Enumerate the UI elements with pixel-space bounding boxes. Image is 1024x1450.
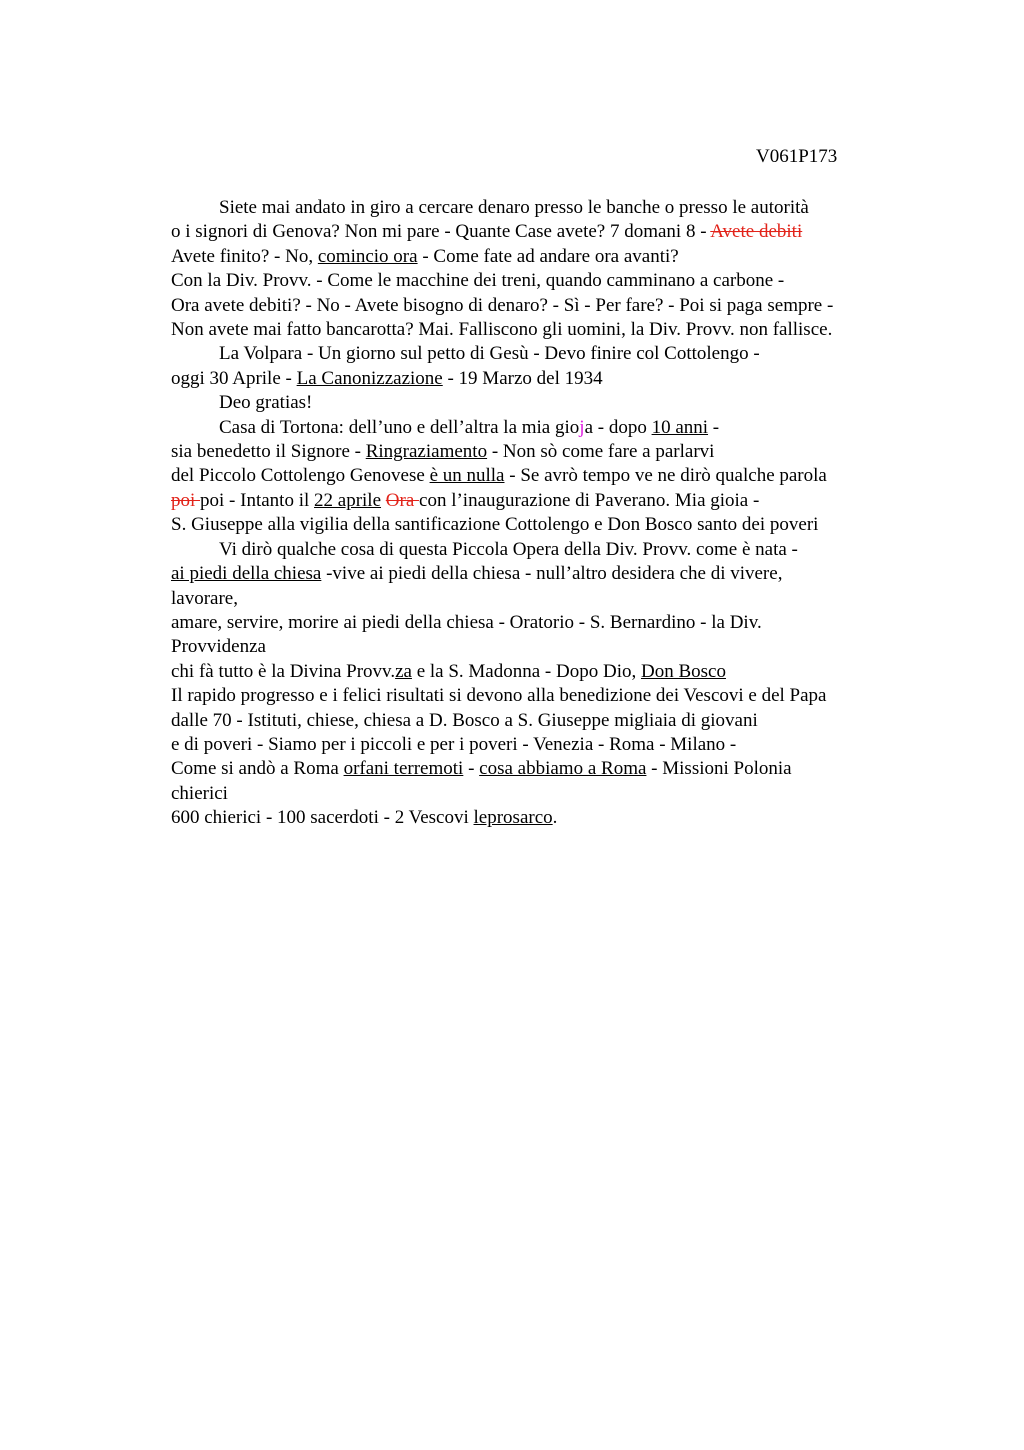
text-line: [171, 538, 901, 562]
text-segment: - Missioni Polonia: [646, 758, 792, 780]
text-segment: S. Giuseppe alla vigilia della santificazione Cottolengo e Don Bosco santo dei poveri: [171, 514, 819, 536]
text-segment: 600 chierici - 100 sacerdoti - 2 Vescovi: [171, 807, 474, 829]
text-line: [171, 660, 901, 684]
text-line: [171, 513, 901, 537]
text-segment: amare, servire, morire ai piedi della chiesa - Oratorio - S. Bernardino - la Div.: [171, 611, 762, 633]
text-segment: Vi dirò qualche cosa di questa Piccola Opera della Div. Provv. come è nata -: [219, 538, 798, 560]
text-segment: -: [708, 416, 720, 438]
text-line: [171, 782, 901, 806]
text-line: [171, 269, 901, 293]
underlined-text: orfani terremoti: [343, 758, 464, 780]
text-segment: chierici: [171, 782, 228, 804]
text-segment: Ora avete debiti? - No - Avete bisogno di denaro? - Sì - Per fare? - Poi si paga sempre -: [171, 294, 834, 316]
underlined-text: comincio ora: [317, 245, 418, 267]
text-segment: Come si andò a Roma: [171, 758, 344, 780]
text-line: [171, 806, 901, 830]
page-id: V061P173: [756, 146, 838, 167]
underlined-text: 10 anni: [651, 416, 709, 438]
underlined-text: Ringraziamento: [365, 441, 488, 463]
text-segment: - Come fate ad andare ora avanti?: [417, 245, 679, 267]
text-segment: chi fà tutto è la Divina Provv.: [171, 660, 396, 682]
text-segment: dalle 70 - Istituti, chiese, chiesa a D. Bosco a S. Giuseppe migliaia di giovani: [171, 709, 758, 731]
underlined-text: Don Bosco: [640, 660, 726, 682]
text-line: [171, 440, 901, 464]
text-segment: sia benedetto il Signore -: [171, 441, 366, 463]
text-line: [171, 562, 901, 586]
text-segment: Il rapido progresso e i felici risultati si devono alla benedizione dei Vescovi e del Papa: [171, 685, 827, 707]
text-line: [171, 757, 901, 781]
text-segment: del Piccolo Cottolengo Genovese: [171, 465, 430, 487]
underlined-text: za: [395, 660, 412, 682]
text-segment: oggi 30 Aprile -: [171, 367, 297, 389]
text-line: [171, 294, 901, 318]
text-segment: poi - Intanto il: [200, 489, 315, 511]
text-segment: Deo gratias!: [219, 392, 313, 414]
text-segment: a - dopo: [584, 416, 652, 438]
text-segment: con l’inaugurazione di Paverano. Mia gioia -: [419, 489, 760, 511]
text-line: [171, 391, 901, 415]
underlined-text: 22 aprile: [314, 489, 382, 511]
text-segment: .: [552, 807, 558, 829]
underlined-text: leprosarco: [473, 807, 553, 829]
underlined-text: cosa abbiamo a Roma: [479, 758, 647, 780]
text-line: [171, 611, 901, 635]
text-segment: lavorare,: [171, 587, 238, 609]
text-segment: - Se avrò tempo ve ne dirò qualche parola: [504, 465, 827, 487]
text-segment: -vive ai piedi della chiesa - null’altro desidera che di vivere,: [321, 563, 783, 585]
text-line: [171, 709, 901, 733]
text-segment: - 19 Marzo del 1934: [442, 367, 603, 389]
underlined-text: La Canonizzazione: [296, 367, 443, 389]
text-segment: Avete finito? - No,: [171, 245, 318, 267]
text-line: [171, 220, 901, 244]
text-segment: La Volpara - Un giorno sul petto di Gesù - Devo finire col Cottolengo -: [219, 343, 760, 365]
underlined-text: è un nulla: [429, 465, 505, 487]
text-segment: Non avete mai fatto bancarotta? Mai. Falliscono gli uomini, la Div. Provv. non fallisce.: [171, 319, 833, 341]
text-segment: -: [463, 758, 480, 780]
text-line: [171, 684, 901, 708]
text-line: [171, 416, 901, 440]
text-segment: e la S. Madonna - Dopo Dio,: [411, 660, 641, 682]
text-segment: o i signori di Genova? Non mi pare - Quante Case avete? 7 domani 8 -: [171, 221, 711, 243]
underlined-text: ai piedi della chiesa: [171, 563, 322, 585]
text-segment: Con la Div. Provv. - Come le macchine dei treni, quando camminano a carbone -: [171, 270, 785, 292]
text-line: [171, 733, 901, 757]
text-segment: Provvidenza: [171, 636, 266, 658]
text-line: [171, 464, 901, 488]
text-line: [171, 196, 901, 220]
text-line: [171, 318, 901, 342]
text-segment: e di poveri - Siamo per i piccoli e per i poveri - Venezia - Roma - Milano -: [171, 733, 737, 755]
text-segment: Casa di Tortona: dell’uno e dell’altra la mia gio: [219, 416, 580, 438]
inserted-text: j: [579, 416, 585, 438]
text-segment: - Non sò come fare a parlarvi: [487, 441, 715, 463]
text-line: [171, 367, 901, 391]
deleted-text: poi: [171, 489, 201, 511]
body-text: [171, 196, 901, 831]
text-line: [171, 342, 901, 366]
text-segment: Siete mai andato in giro a cercare denaro presso le banche o presso le autorità: [219, 197, 809, 218]
text-line: [171, 635, 901, 659]
deleted-text: Ora: [385, 489, 420, 511]
text-line: [171, 587, 901, 611]
text-line: [171, 245, 901, 269]
deleted-text: Avete debiti: [710, 221, 803, 243]
text-line: [171, 489, 901, 513]
